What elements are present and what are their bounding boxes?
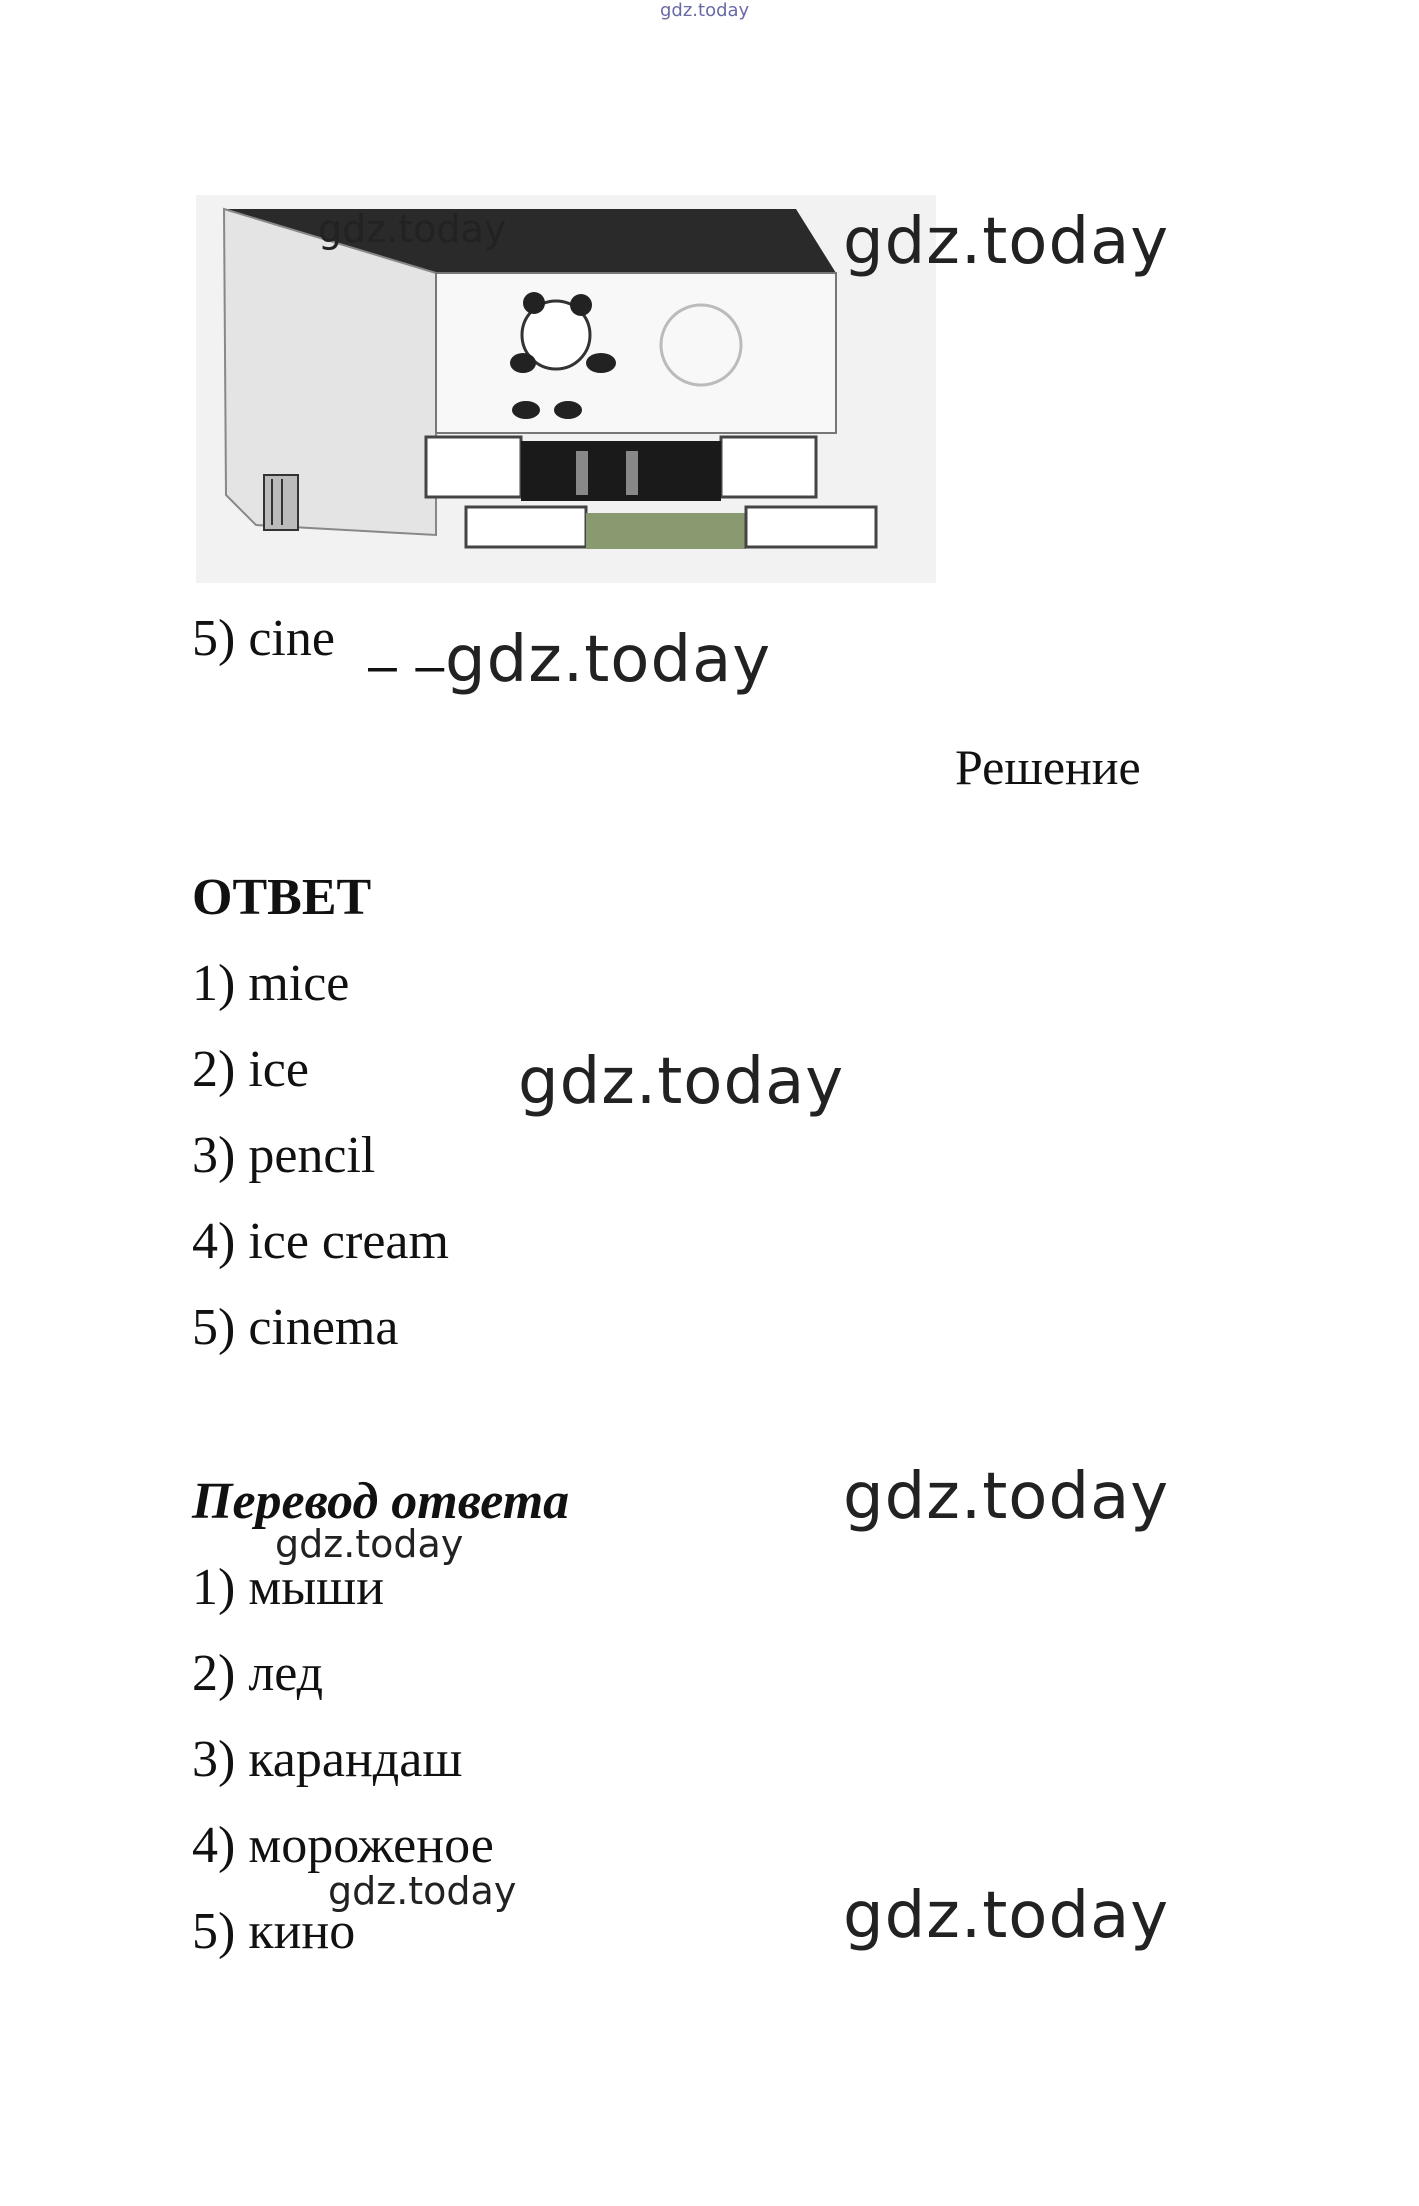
watermark-top: gdz.today bbox=[660, 0, 750, 21]
watermark: gdz.today bbox=[843, 1460, 1170, 1534]
translation-item: 4) мороженое bbox=[192, 1817, 494, 1874]
translation-item: 2) лед bbox=[192, 1645, 324, 1702]
answer-item: 4) ice cream bbox=[192, 1213, 449, 1270]
translation-item: 3) карандаш bbox=[192, 1731, 463, 1788]
watermark: gdz.today bbox=[445, 623, 772, 697]
translation-item: 1) мыши bbox=[192, 1559, 385, 1616]
translation-heading: Перевод ответа bbox=[192, 1473, 570, 1530]
watermark: gdz.today bbox=[328, 1869, 517, 1913]
watermark: gdz.today bbox=[843, 205, 1170, 279]
watermark: gdz.today bbox=[843, 1879, 1170, 1953]
answer-item: 1) mice bbox=[192, 955, 350, 1012]
watermark: gdz.today bbox=[275, 1522, 464, 1566]
exercise-blank: – – bbox=[368, 637, 447, 695]
watermark: gdz.today bbox=[518, 1045, 845, 1119]
answer-item: 5) cinema bbox=[192, 1299, 399, 1356]
answer-item: 3) pencil bbox=[192, 1127, 376, 1184]
answer-item: 2) ice bbox=[192, 1041, 309, 1098]
exercise-item: 5) cine bbox=[192, 610, 335, 667]
solution-label: Решение bbox=[955, 739, 1141, 795]
translation-item: 5) кино bbox=[192, 1903, 356, 1960]
answer-heading: ОТВЕТ bbox=[192, 869, 372, 926]
cinema-illustration bbox=[196, 195, 936, 583]
watermark: gdz.today bbox=[318, 207, 507, 251]
